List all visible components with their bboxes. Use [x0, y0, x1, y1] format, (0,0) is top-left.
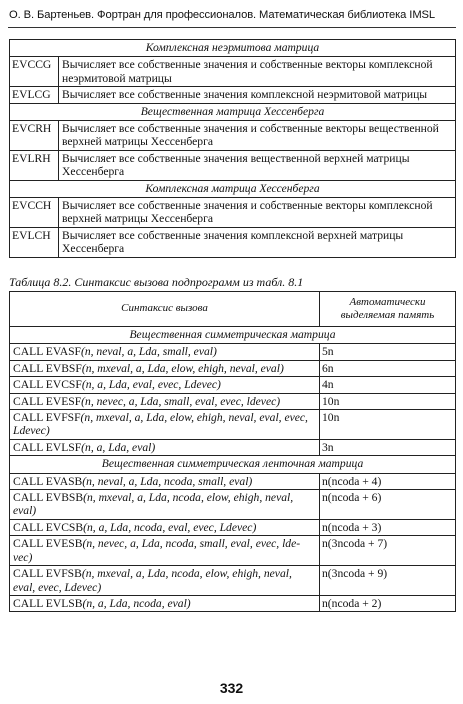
call-syntax	[10, 519, 320, 535]
call-syntax	[10, 490, 320, 520]
routine-name: EVLCH	[10, 227, 59, 257]
section-title: Вещественная симметрическая матрица	[10, 327, 456, 344]
header-rule	[8, 27, 456, 28]
table-caption: Таблица 8.2. Синтаксис вызова подпрограмм из табл. 8.1	[9, 275, 304, 289]
running-head: О. В. Бартеньев. Фортран для профессионалов. Математическая библиотека IMSL	[9, 9, 436, 21]
table-row	[10, 360, 456, 376]
call-arguments: (n, mxeval, a, Lda, elow, ehigh, neval, eval)	[81, 361, 284, 375]
section-row	[10, 456, 456, 473]
table-row	[10, 377, 456, 393]
call-arguments: (n, mxeval, a, Lda, elow, ehigh, neval, eval, evec, Ldevec)	[13, 411, 308, 438]
table-row	[10, 121, 456, 151]
call-statement: CALL EVFSF	[13, 411, 81, 425]
call-arguments: (n, a, Lda, eval, evec, Ldevec)	[81, 378, 221, 392]
call-statement: CALL EVFSB	[13, 567, 82, 581]
section-title: Вещественная симметрическая ленточная матрица	[10, 456, 456, 473]
memory-size: n(3ncoda + 9)	[320, 566, 456, 596]
call-syntax	[10, 360, 320, 376]
memory-size: 3n	[320, 439, 456, 455]
routine-name: EVLCG	[10, 87, 59, 103]
routine-description: Вычисляет все собственные значения комплексной верхней матрицы Хессенберга	[59, 227, 456, 257]
call-statement: CALL EVASB	[13, 474, 83, 488]
memory-size: 10n	[320, 393, 456, 409]
routine-name: EVCRH	[10, 121, 59, 151]
memory-size: 4n	[320, 377, 456, 393]
routine-description: Вычисляет все собственные значения и собственные векторы комплексной верхней матрицы Хессенберга	[59, 198, 456, 228]
call-syntax	[10, 473, 320, 489]
call-syntax-table	[9, 291, 456, 612]
section-row	[10, 103, 456, 120]
memory-size: 5n	[320, 344, 456, 360]
call-statement: CALL EVASF	[13, 345, 81, 359]
routine-description: Вычисляет все собственные значения и собственные векторы комплексной неэрмитовой матрицы	[59, 57, 456, 87]
call-statement: CALL EVBSF	[13, 361, 82, 375]
table-row	[10, 473, 456, 489]
call-statement: CALL EVBSB	[13, 491, 84, 505]
routine-name: EVCCH	[10, 198, 59, 228]
routine-description: Вычисляет все собственные значения и собственные векторы вещественной верхней матрицы Хессенберга	[59, 121, 456, 151]
memory-size: n(ncoda + 4)	[320, 473, 456, 489]
subroutine-table	[9, 39, 456, 258]
routine-name: EVLRH	[10, 150, 59, 180]
table-row	[10, 227, 456, 257]
call-syntax	[10, 595, 320, 611]
call-statement: CALL EVESB	[13, 537, 83, 551]
column-header-memory: Автоматически выделяемая память	[320, 292, 456, 327]
table-row	[10, 439, 456, 455]
table-row	[10, 410, 456, 440]
call-syntax	[10, 344, 320, 360]
call-statement: CALL EVCSF	[13, 378, 82, 392]
call-syntax	[10, 566, 320, 596]
routine-name: EVCCG	[10, 57, 59, 87]
call-arguments: (n, nevec, a, Lda, small, eval, evec, ldevec)	[81, 394, 281, 408]
table-row	[10, 595, 456, 611]
section-title: Вещественная матрица Хессенберга	[10, 103, 456, 120]
page-number: 332	[219, 680, 244, 696]
memory-size: 6n	[320, 360, 456, 376]
memory-size: n(ncoda + 2)	[320, 595, 456, 611]
call-arguments: (n, neval, a, Lda, ncoda, small, eval)	[82, 474, 253, 488]
call-arguments: (n, a, Lda, ncoda, eval, evec, Ldevec)	[83, 520, 257, 534]
call-arguments: (n, a, Lda, ncoda, eval)	[82, 596, 191, 610]
call-syntax	[10, 410, 320, 440]
column-header-syntax: Синтаксис вызова	[10, 292, 320, 327]
call-syntax	[10, 377, 320, 393]
section-title: Комплексная неэрмитова матрица	[10, 40, 456, 57]
call-arguments: (n, mxeval, a, Lda, ncoda, elow, ehigh, neval, eval)	[13, 491, 294, 518]
table-row	[10, 344, 456, 360]
call-statement: CALL EVESF	[13, 394, 82, 408]
section-row	[10, 40, 456, 57]
table-row	[10, 536, 456, 566]
memory-size: 10n	[320, 410, 456, 440]
call-arguments: (n, neval, a, Lda, small, eval)	[80, 345, 217, 359]
call-arguments: (n, mxeval, a, Lda, ncoda, elow, ehigh, neval, eval, evec, Ldevec)	[13, 567, 292, 594]
header-row	[10, 292, 456, 327]
table-row	[10, 490, 456, 520]
call-syntax	[10, 439, 320, 455]
call-syntax	[10, 393, 320, 409]
table-row	[10, 198, 456, 228]
table-row	[10, 566, 456, 596]
call-statement: CALL EVLSF	[13, 440, 82, 454]
section-title: Комплексная матрица Хессенберга	[10, 180, 456, 197]
call-arguments: (n, a, Lda, eval)	[81, 440, 156, 454]
memory-size: n(3ncoda + 7)	[320, 536, 456, 566]
table-row	[10, 87, 456, 103]
section-row	[10, 180, 456, 197]
memory-size: n(ncoda + 3)	[320, 519, 456, 535]
call-statement: CALL EVCSB	[13, 520, 84, 534]
memory-size: n(ncoda + 6)	[320, 490, 456, 520]
call-statement: CALL EVLSB	[13, 596, 83, 610]
routine-description: Вычисляет все собственные значения вещественной верхней матрицы Хессенберга	[59, 150, 456, 180]
table-row	[10, 393, 456, 409]
table-row	[10, 150, 456, 180]
routine-description: Вычисляет все собственные значения комплексной неэрмитовой матрицы	[59, 87, 456, 103]
section-row	[10, 327, 456, 344]
table-row	[10, 519, 456, 535]
table-row	[10, 57, 456, 87]
call-arguments: (n, nevec, a, Lda, ncoda, small, eval, evec, lde-vec)	[13, 537, 301, 564]
call-syntax	[10, 536, 320, 566]
